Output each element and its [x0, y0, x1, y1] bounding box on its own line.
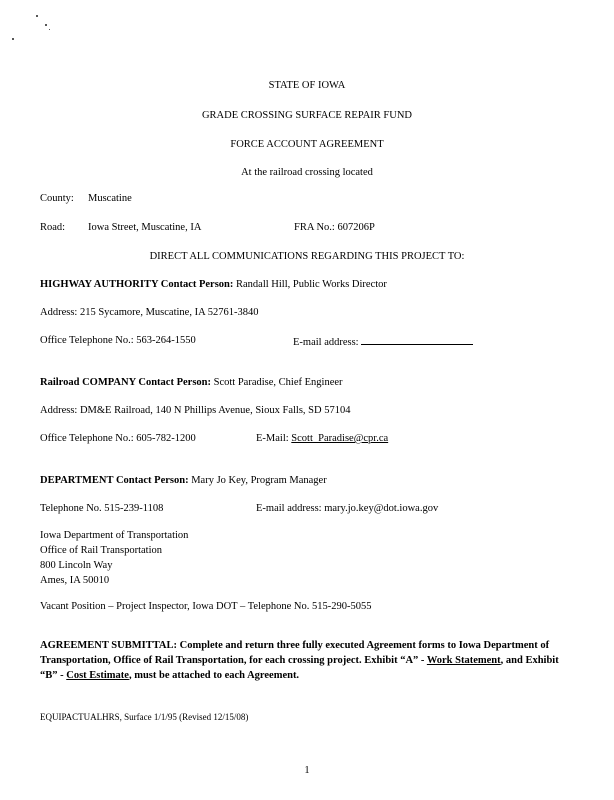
fra-label: FRA No.: [294, 222, 335, 233]
highway-email-label: E-mail address: [293, 337, 359, 348]
county-label: County: [40, 193, 74, 204]
department-heading: DEPARTMENT Contact Person: [40, 475, 189, 486]
submittal-paragraph [40, 638, 560, 683]
scan-speck [45, 24, 47, 26]
railroad-phone-line [40, 433, 196, 444]
agreement-title: FORCE ACCOUNT AGREEMENT [230, 139, 384, 150]
railroad-heading: Railroad COMPANY Contact Person: [40, 377, 211, 388]
form-id: EQUIPACTUALHRS, Surface 1/1/95 (Revised 12/15/08) [40, 712, 249, 722]
road-value: Iowa Street, Muscatine, IA [88, 222, 202, 233]
department-address-line: 800 Lincoln Way [40, 560, 113, 571]
department-address-line: Ames, IA 50010 [40, 575, 110, 586]
submittal-text-3: , must be attached to each Agreement. [128, 670, 300, 681]
submittal-text-1: Complete and return three fully executed Agreement forms to Iowa Department of Transportation, Office of Rail Transportation, for each crossing project. Exhibit “A” - [40, 640, 550, 666]
department-phone-label: Telephone No. [40, 503, 102, 514]
fund-title: GRADE CROSSING SURFACE REPAIR FUND [201, 110, 413, 121]
railroad-email-label: E-Mail: [256, 433, 289, 444]
highway-address: 215 Sycamore, Muscatine, IA 52761-3840 [79, 307, 259, 318]
fra-field [294, 222, 375, 233]
location-intro: At the railroad crossing located [241, 167, 373, 178]
fra-value: 607206P [337, 222, 375, 233]
exhibit-a-link: Work Statement [426, 655, 501, 666]
direct-communications: DIRECT ALL COMMUNICATIONS REGARDING THIS PROJECT TO: [149, 251, 465, 262]
highway-heading: HIGHWAY AUTHORITY Contact Person: [40, 279, 234, 290]
highway-contact-line [40, 279, 387, 290]
highway-email-blank [361, 335, 473, 345]
railroad-email[interactable]: Scott_Paradise@cpr.ca [291, 433, 389, 444]
department-email-line [256, 503, 438, 514]
county-value: Muscatine [88, 193, 132, 204]
page-number: 1 [304, 765, 310, 776]
department-email-label: E-mail address: [256, 503, 322, 514]
highway-email-line [293, 335, 473, 348]
department-email: mary.jo.key@dot.iowa.gov [324, 503, 439, 514]
department-phone-line [40, 503, 163, 514]
submittal-heading: AGREEMENT SUBMITTAL: [40, 640, 178, 651]
scan-speck [12, 38, 14, 40]
exhibit-b-link: Cost Estimate [66, 670, 129, 681]
railroad-contact: Scott Paradise, Chief Engineer [213, 377, 343, 388]
department-contact: Mary Jo Key, Program Manager [191, 475, 327, 486]
state-title: STATE OF IOWA [268, 80, 346, 91]
department-address-line: Office of Rail Transportation [40, 545, 163, 556]
railroad-phone-label: Office Telephone No.: [40, 433, 134, 444]
railroad-address-line [40, 405, 350, 416]
inspector-line: Vacant Position – Project Inspector, Iowa DOT – Telephone No. 515-290-5055 [40, 601, 372, 612]
road-label: Road: [40, 222, 66, 233]
scan-speck [36, 15, 38, 17]
department-phone: 515-239-1108 [104, 503, 164, 514]
railroad-address-label: Address: [40, 405, 78, 416]
department-address-line: Iowa Department of Transportation [40, 530, 189, 541]
submittal-text-2: , and Exhibit “B” - [40, 655, 559, 681]
highway-address-label: Address: [40, 307, 78, 318]
railroad-address: DM&E Railroad, 140 N Phillips Avenue, Sioux Falls, SD 57104 [79, 405, 351, 416]
department-contact-line [40, 475, 327, 486]
railroad-contact-line [40, 377, 343, 388]
railroad-phone: 605-782-1200 [136, 433, 196, 444]
highway-phone: 563-264-1550 [136, 335, 196, 346]
highway-phone-line [40, 335, 196, 346]
highway-phone-label: Office Telephone No.: [40, 335, 134, 346]
scan-speck [49, 29, 50, 30]
highway-address-line [40, 307, 258, 318]
railroad-email-line [256, 433, 388, 444]
highway-contact: Randall Hill, Public Works Director [236, 279, 387, 290]
